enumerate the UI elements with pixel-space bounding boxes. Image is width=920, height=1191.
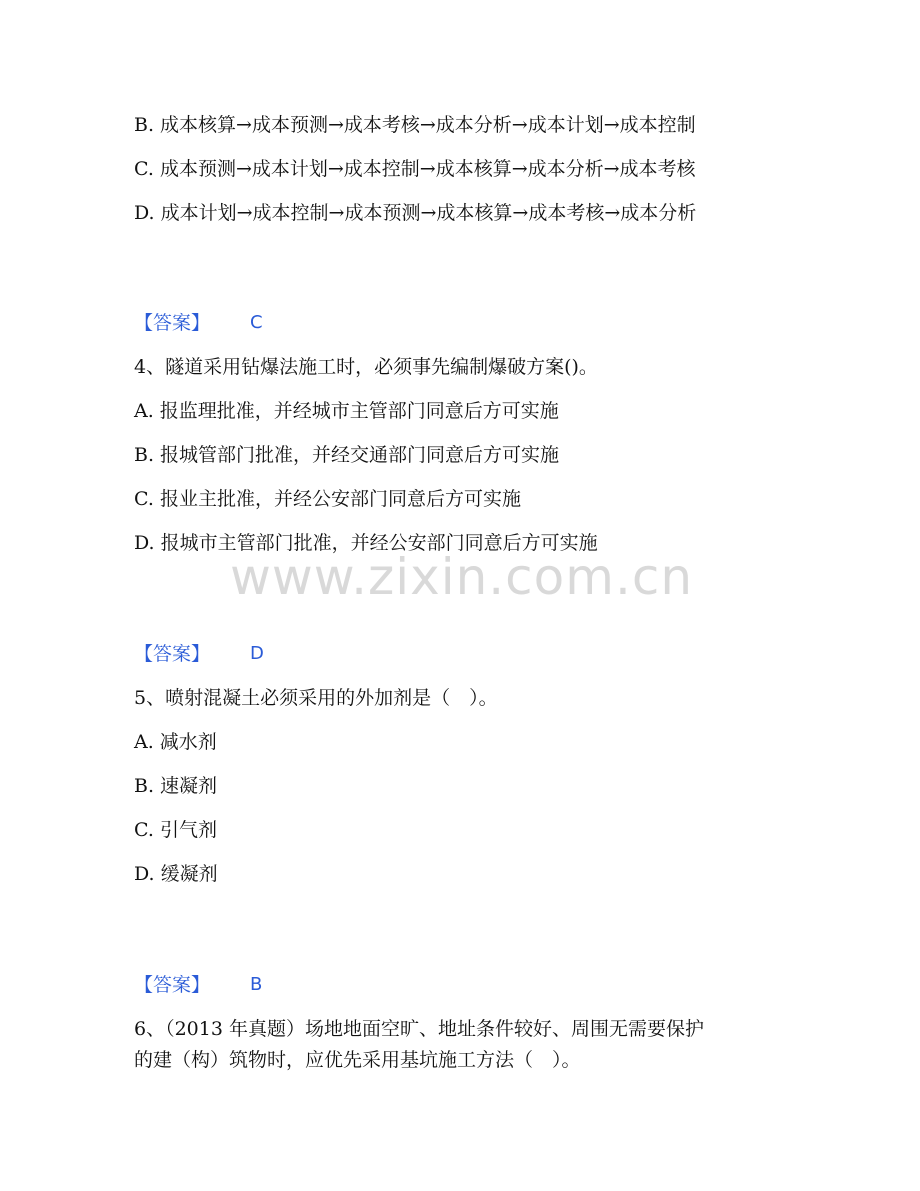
- q4-option-c: C. 报业主批准，并经公安部门同意后方可实施: [134, 488, 521, 510]
- q4-option-d: D. 报城市主管部门批准，并经公安部门同意后方可实施: [134, 532, 598, 554]
- answer-value: C: [250, 312, 263, 333]
- answer-label: 【答案】: [134, 643, 211, 665]
- q5-option-a: A. 减水剂: [134, 731, 217, 753]
- q3-answer: [134, 310, 263, 336]
- q5-question: 5、喷射混凝土必须采用的外加剂是（ ）。: [134, 687, 498, 709]
- q4-option-b: B. 报城管部门批准，并经交通部门同意后方可实施: [134, 444, 560, 466]
- q5-option-c: C. 引气剂: [134, 819, 217, 841]
- q4-option-a: A. 报监理批准，并经城市主管部门同意后方可实施: [134, 400, 559, 422]
- answer-value: D: [250, 643, 264, 664]
- watermark: www.zixin.com.cn: [230, 548, 694, 606]
- q4-answer: [134, 641, 264, 667]
- q5-option-d: D. 缓凝剂: [134, 863, 218, 885]
- q5-answer: [134, 972, 263, 998]
- q6-question-line2: 的建（构）筑物时，应优先采用基坑施工方法（ ）。: [134, 1049, 581, 1071]
- answer-value: B: [250, 974, 263, 995]
- q3-option-c: C. 成本预测→成本计划→成本控制→成本核算→成本分析→成本考核: [134, 158, 696, 180]
- q5-option-b: B. 速凝剂: [134, 775, 218, 797]
- answer-label: 【答案】: [134, 312, 211, 334]
- q3-option-d: D. 成本计划→成本控制→成本预测→成本核算→成本考核→成本分析: [134, 202, 697, 224]
- q6-question-line1: 6、（2013 年真题）场地地面空旷、地址条件较好、周围无需要保护: [134, 1018, 704, 1040]
- q4-question: 4、隧道采用钻爆法施工时，必须事先编制爆破方案()。: [134, 356, 598, 378]
- answer-label: 【答案】: [134, 974, 211, 996]
- q3-option-b: B. 成本核算→成本预测→成本考核→成本分析→成本计划→成本控制: [134, 114, 696, 136]
